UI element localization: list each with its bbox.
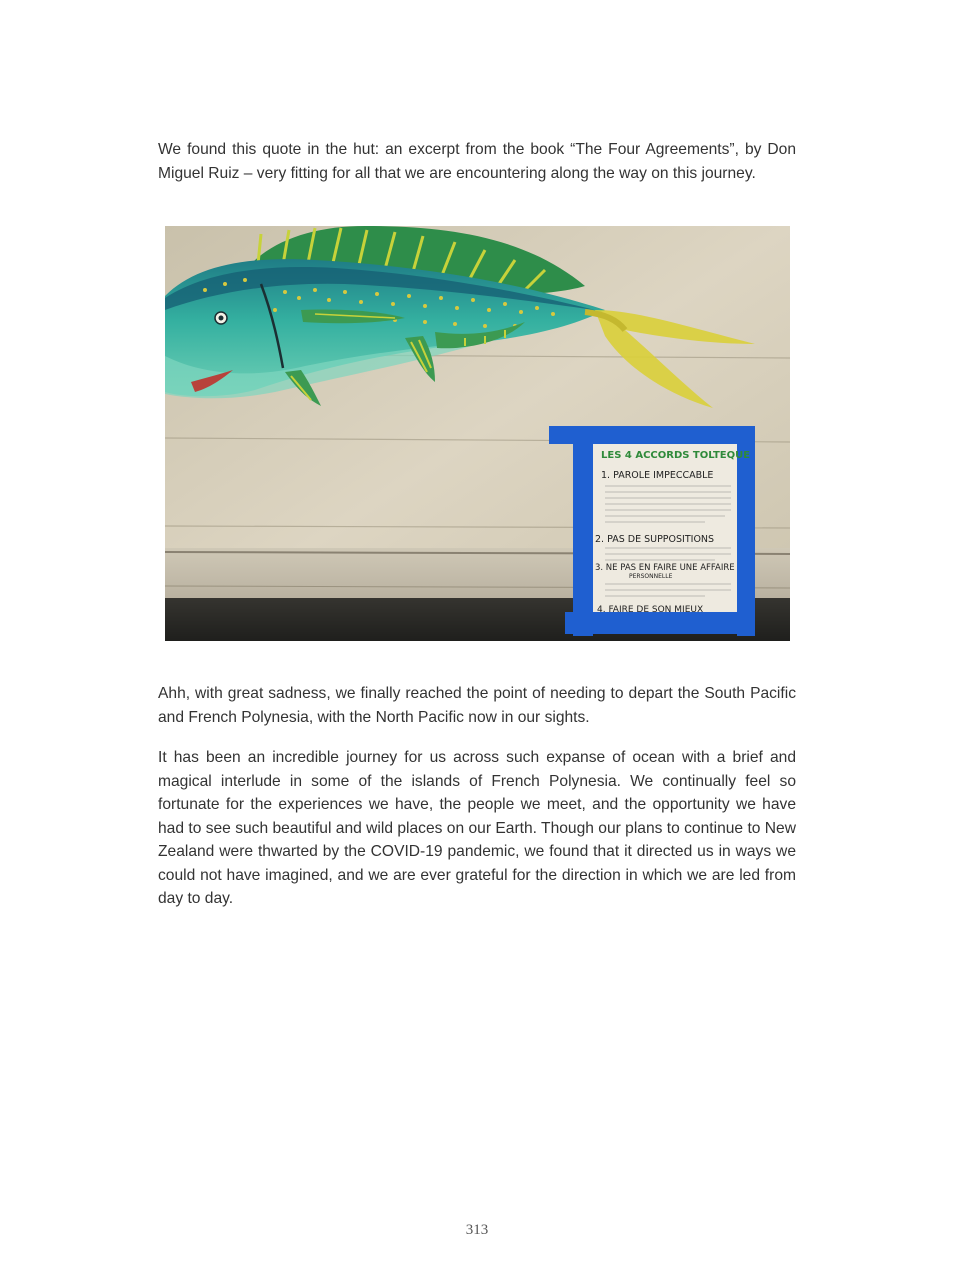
- reflection-paragraph: It has been an incredible journey for us across such expanse of ocean with a brief and magical interlude in some of the islands of French Polynesia. We continually feel so fortunate for the experiences we have, the people we meet, and the opportunity we have had to see such beautiful and wild places on our Earth. Though our plans to continue to New Zealand were thwarted by the COVID-19 pandemic, we found that it directed us in ways we could not have imagined, and we are ever grateful for the direction in which we are led from day to day.: [158, 749, 796, 907]
- sign-title: LES 4 ACCORDS TOLTEQUE: [601, 450, 751, 461]
- page-number: 313: [465, 1222, 489, 1238]
- sign-item-4: 4. FAIRE DE SON MIEUX: [597, 605, 704, 615]
- sign-item-1: 1. PAROLE IMPECCABLE: [601, 470, 714, 481]
- mural-photo: [165, 226, 790, 641]
- sign-item-2: 2. PAS DE SUPPOSITIONS: [595, 534, 715, 545]
- sign-item-3: 3. NE PAS EN FAIRE UNE AFFAIRE: [595, 563, 735, 573]
- departure-paragraph: Ahh, with great sadness, we finally reached the point of needing to depart the South Pacific and French Polynesia, with the North Pacific now in our sights.: [158, 685, 796, 726]
- sign-item-3-cont: PERSONNELLE: [629, 573, 673, 580]
- intro-paragraph: We found this quote in the hut: an excerpt from the book “The Four Agreements”, by Don Miguel Ruiz – very fitting for all that we are encountering along the way on this journey.: [158, 141, 796, 182]
- sign-board: [549, 426, 755, 636]
